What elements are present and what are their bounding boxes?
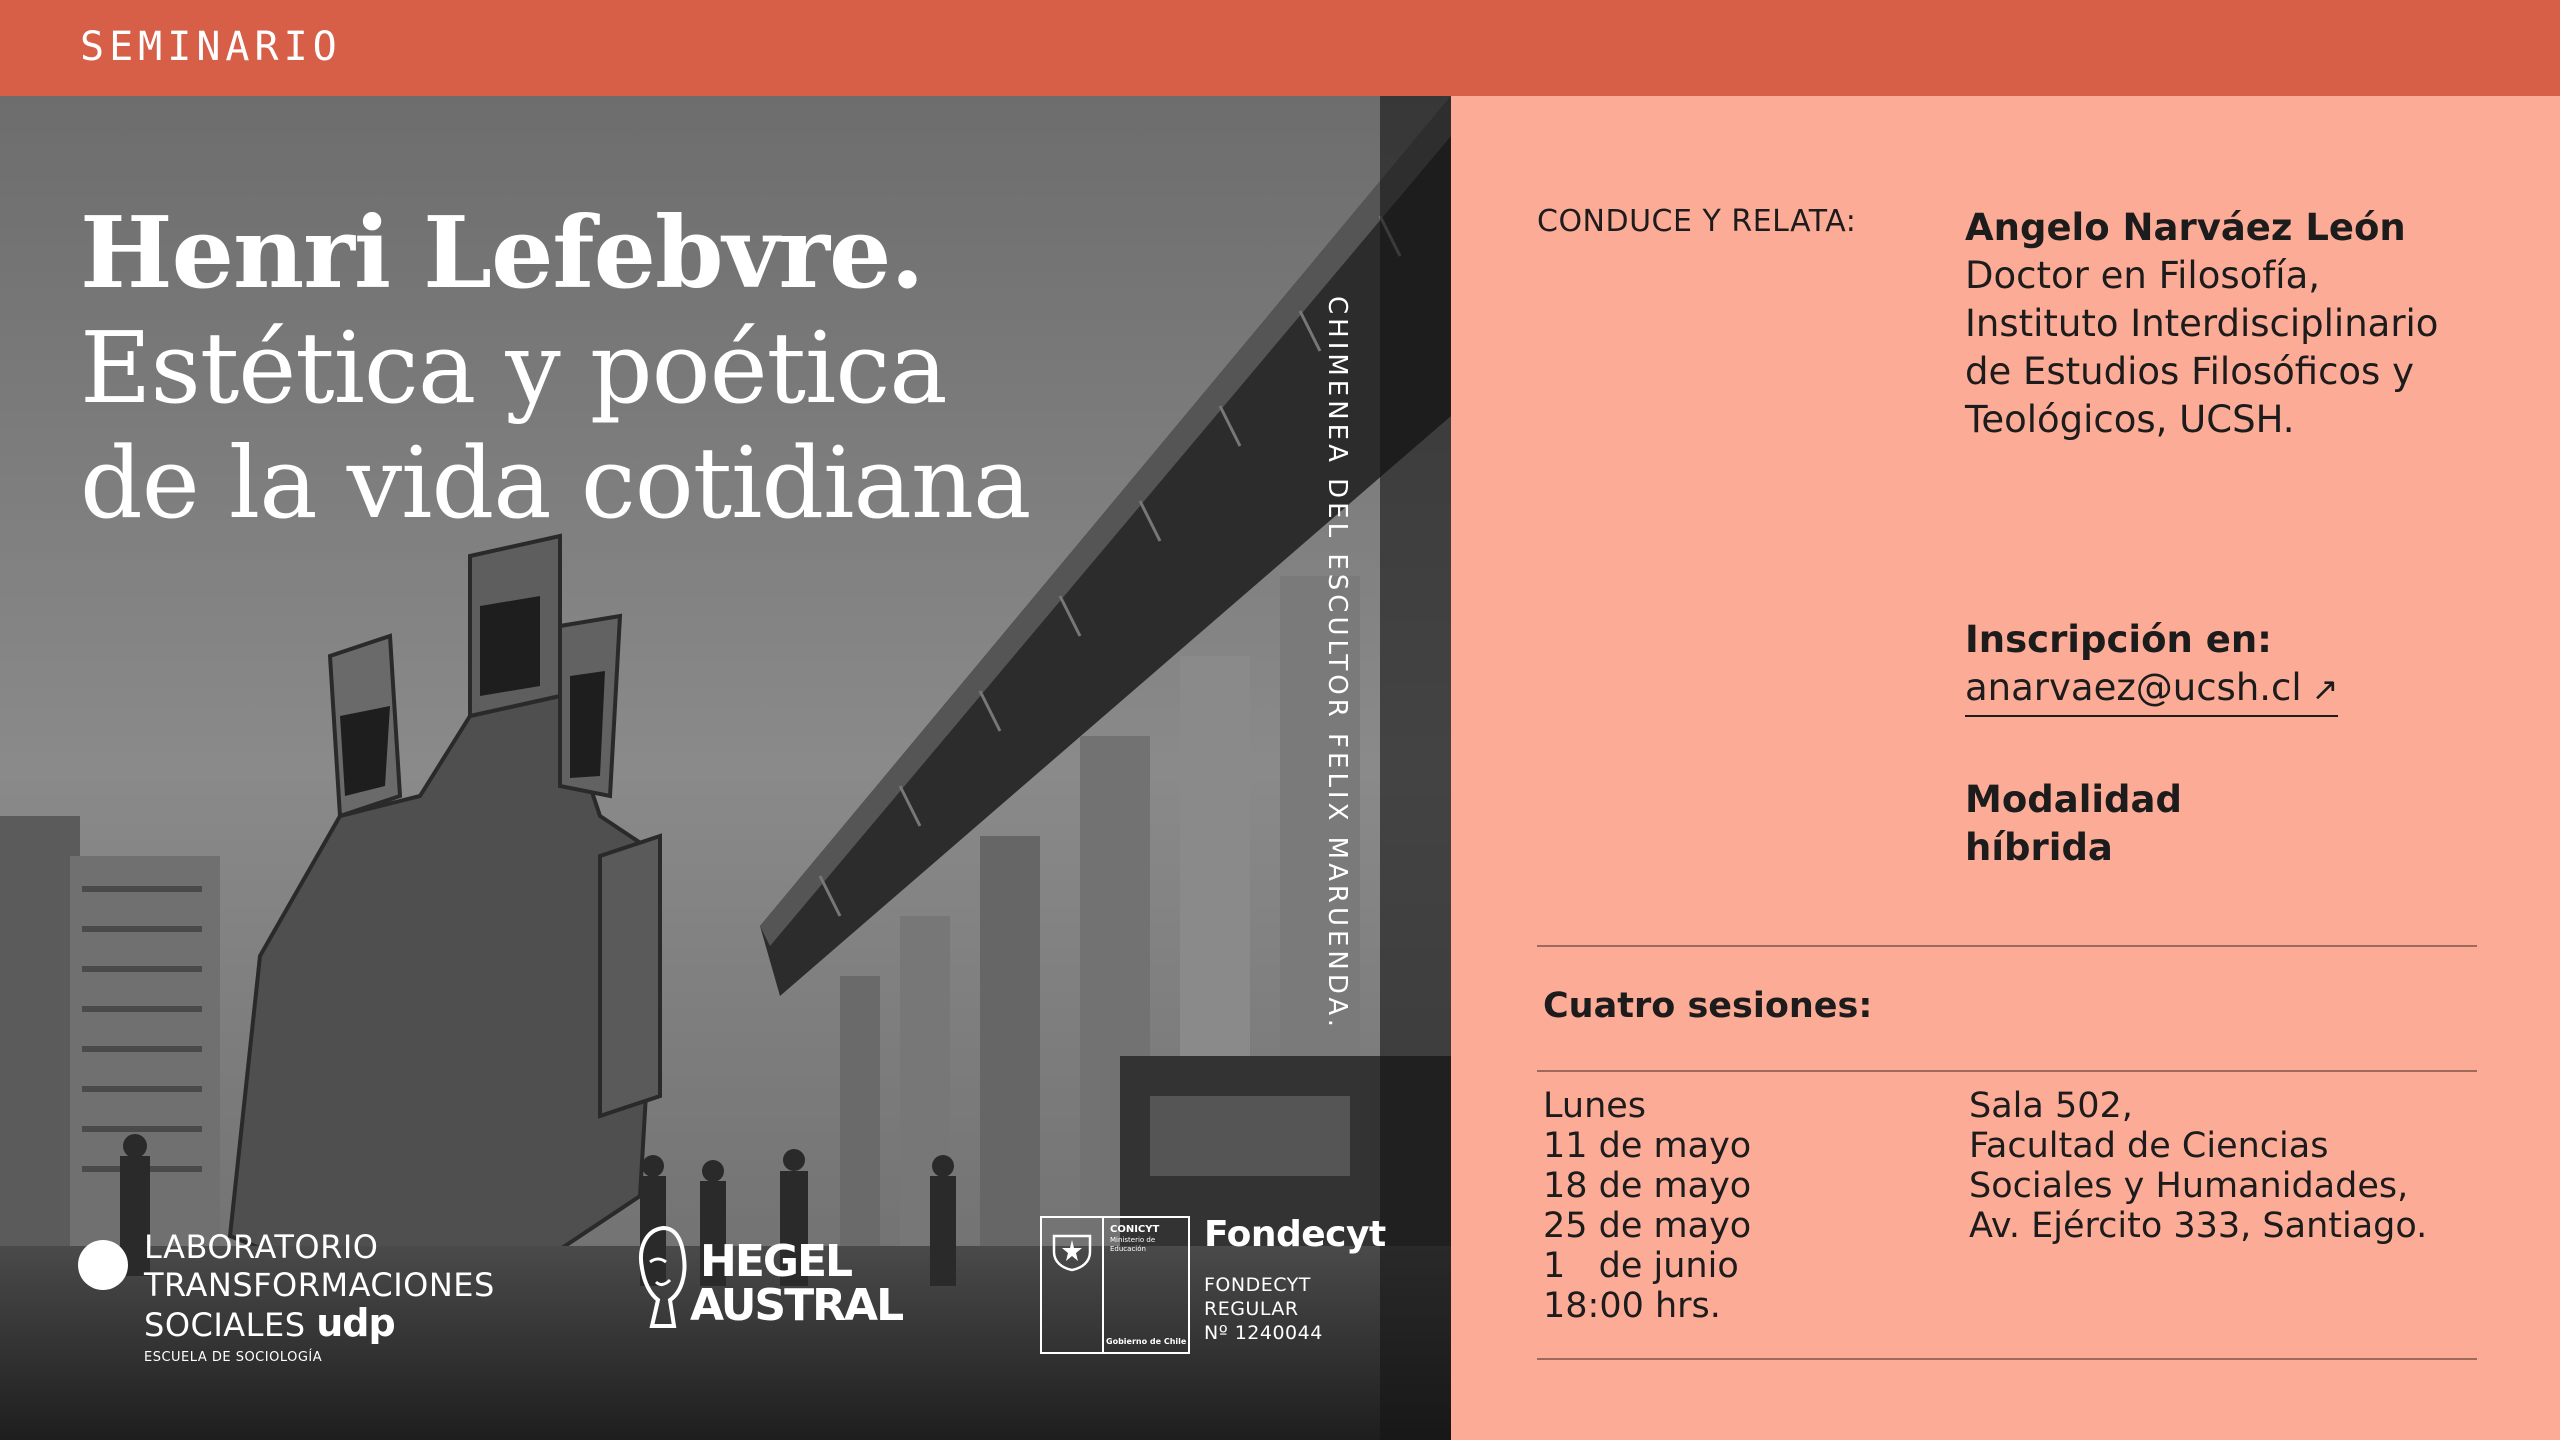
- date-line: 25 de mayo: [1543, 1206, 1752, 1246]
- sessions-label: Cuatro sesiones:: [1543, 986, 1873, 1026]
- registration-email-link[interactable]: [1965, 664, 2338, 717]
- divider-3: [1537, 1358, 2477, 1360]
- photo-caption-vertical: [1322, 296, 1362, 1032]
- date-line: 11 de mayo: [1543, 1126, 1752, 1166]
- venue-line: Facultad de Ciencias: [1969, 1126, 2329, 1166]
- date-line: 1 de junio: [1543, 1246, 1739, 1286]
- lab-line-1: LABORATORIO: [144, 1228, 379, 1266]
- conicyt-logo: [1040, 1216, 1190, 1354]
- conduce-label: CONDUCE Y RELATA:: [1537, 204, 1857, 239]
- date-line: 18 de mayo: [1543, 1166, 1752, 1206]
- fondecyt-line-2: REGULAR: [1204, 1298, 1299, 1320]
- hegel-austral-logo: [628, 1222, 908, 1332]
- fondecyt-name: Fondecyt: [1204, 1214, 1386, 1255]
- registration-block: [1965, 616, 2338, 717]
- title-line-2: Estética y poética: [80, 311, 947, 426]
- info-panel: [1451, 96, 2560, 1440]
- conicyt-divider: [1102, 1218, 1104, 1352]
- fondecyt-line-1: FONDECYT: [1204, 1274, 1311, 1296]
- speaker-name: Angelo Narváez León: [1965, 206, 2406, 249]
- fondecyt-logo: [1204, 1214, 1386, 1345]
- lab-line-2: TRANSFORMACIONES: [144, 1266, 495, 1304]
- conicyt-gob: Gobierno de Chile: [1106, 1337, 1187, 1346]
- udp-brand: udp: [316, 1301, 395, 1345]
- fondecyt-line-3: Nº 1240044: [1204, 1322, 1323, 1344]
- registration-label: Inscripción en:: [1965, 618, 2272, 661]
- hegel-line-2: AUSTRAL: [690, 1280, 903, 1331]
- hegel-portrait-icon: [628, 1222, 698, 1332]
- registration-email: anarvaez@ucsh.cl: [1965, 666, 2302, 709]
- modality-line-1: Modalidad: [1965, 778, 2182, 821]
- venue-line: Sociales y Humanidades,: [1969, 1166, 2409, 1206]
- conicyt-ministry: Ministerio de Educación: [1110, 1236, 1156, 1253]
- lab-sub: ESCUELA DE SOCIOLOGÍA: [144, 1350, 323, 1365]
- hegel-line-1: HEGEL: [700, 1236, 852, 1287]
- modality-line-2: híbrida: [1965, 826, 2113, 869]
- title-line-3: de la vida cotidiana: [80, 427, 1031, 542]
- modality-block: [1965, 776, 2182, 872]
- seminar-label: SEMINARIO: [80, 24, 342, 70]
- session-dates: [1543, 1086, 1751, 1326]
- session-venue: [1969, 1086, 2427, 1246]
- venue-line: Sala 502,: [1969, 1086, 2133, 1126]
- date-line: Lunes: [1543, 1086, 1647, 1126]
- conicyt-name: CONICYT: [1110, 1224, 1160, 1235]
- chile-crest-icon: [1048, 1228, 1096, 1272]
- lab-line-3: SOCIALES: [144, 1306, 306, 1344]
- seminar-title: [80, 196, 1030, 543]
- lab-dot-icon: [78, 1240, 128, 1290]
- divider-2: [1537, 1070, 2477, 1072]
- top-banner: [0, 0, 2560, 96]
- title-author: Henri Lefebvre.: [80, 196, 924, 311]
- photo-caption: CHIMENEA DEL ESCULTOR FELIX MARUENDA.: [1322, 296, 1352, 1032]
- speaker-block: [1965, 204, 2525, 444]
- arrow-up-right-icon: ↗: [2311, 670, 2339, 708]
- venue-line: Av. Ejército 333, Santiago.: [1969, 1206, 2428, 1246]
- divider-1: [1537, 945, 2477, 947]
- speaker-affiliation: Doctor en Filosofía, Instituto Interdisciplinario de Estudios Filosóficos y Teológicos, UCSH.: [1965, 254, 2439, 441]
- date-line: 18:00 hrs.: [1543, 1286, 1721, 1326]
